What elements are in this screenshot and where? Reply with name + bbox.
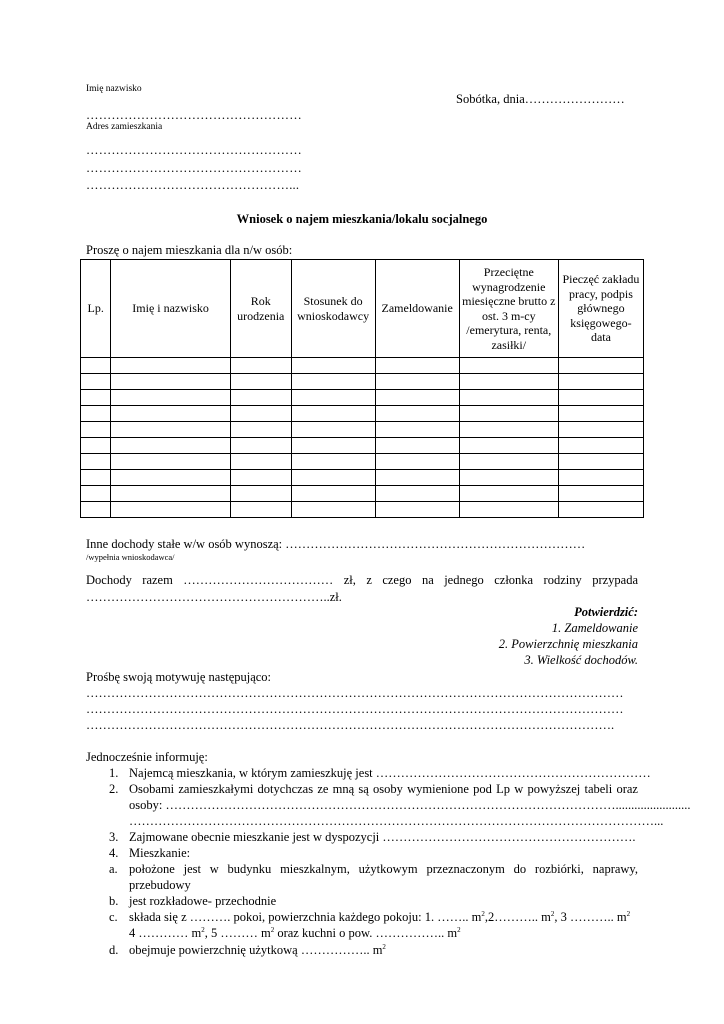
confirm-item: 3. Wielkość dochodów. <box>524 653 638 667</box>
motivation-line: ………………………………………………………………………………………………………………. <box>86 718 615 732</box>
table-cell[interactable] <box>375 406 459 422</box>
list-letter: b. <box>109 894 119 908</box>
table-cell[interactable] <box>375 502 459 518</box>
col-header: Przeciętne wynagrodzenie miesięczne brutto z ost. 3 m-cy /emerytura, renta, zasiłki/ <box>459 260 558 358</box>
info-item-d: obejmuje powierzchnię użytkową …………….. $m^2$ <box>129 942 386 957</box>
table-cell[interactable] <box>111 502 230 518</box>
confirm-item: 1. Zameldowanie <box>551 621 638 635</box>
table-cell[interactable] <box>111 438 230 454</box>
table-row <box>81 502 644 518</box>
table-cell[interactable] <box>459 406 558 422</box>
table-row <box>81 422 644 438</box>
table-cell[interactable] <box>291 454 375 470</box>
table-cell[interactable] <box>111 486 230 502</box>
table-cell[interactable] <box>558 406 643 422</box>
table-cell[interactable] <box>81 470 111 486</box>
confirm-heading: Potwierdzić: <box>574 605 638 619</box>
table-cell[interactable] <box>459 374 558 390</box>
table-cell[interactable] <box>230 406 291 422</box>
table-cell[interactable] <box>375 422 459 438</box>
table-cell[interactable] <box>558 438 643 454</box>
table-cell[interactable] <box>558 486 643 502</box>
document-title: Wniosek o najem mieszkania/lokalu socjalnego <box>236 212 488 226</box>
table-cell[interactable] <box>81 502 111 518</box>
table-cell[interactable] <box>81 438 111 454</box>
table-cell[interactable] <box>291 438 375 454</box>
info-item-b: jest rozkładowe- przechodnie <box>129 894 277 908</box>
table-cell[interactable] <box>558 454 643 470</box>
info-item-2-line-1: Osobami zamieszkałymi dotychczas ze mną są osoby wymienione pod Lp w powyższej tabeli oraz <box>129 782 638 796</box>
table-cell[interactable] <box>375 454 459 470</box>
table-cell[interactable] <box>230 486 291 502</box>
table-cell[interactable] <box>459 390 558 406</box>
info-item-2-line-2: osoby: ………………………………………………………………………………………………........................ <box>129 798 691 812</box>
list-letter: a. <box>109 862 118 876</box>
table-cell[interactable] <box>291 470 375 486</box>
info-item-3: Zajmowane obecnie mieszkanie jest w dyspozycji ……………………………………………………. <box>129 830 636 844</box>
name-label: Imię nazwisko <box>86 84 142 94</box>
table-cell[interactable] <box>558 374 643 390</box>
table-row <box>81 390 644 406</box>
table-cell[interactable] <box>459 486 558 502</box>
name-dots: …………………………………………… <box>86 108 302 122</box>
info-heading: Jednocześnie informuję: <box>86 750 208 764</box>
address-dots-1: …………………………………………… <box>86 143 302 157</box>
list-number: 2. <box>109 782 119 796</box>
info-item-c-line-2: 4 ………… $m^2$, 5 ……… $m^2$ oraz kuchni o pow. …………….. $m^2$ <box>129 925 461 940</box>
table-cell[interactable] <box>111 358 230 374</box>
motivation-label: Prośbę swoją motywuję następująco: <box>86 670 272 684</box>
table-cell[interactable] <box>81 486 111 502</box>
table-cell[interactable] <box>558 470 643 486</box>
table-cell[interactable] <box>459 422 558 438</box>
list-number: 4. <box>109 846 119 860</box>
list-letter: d. <box>109 943 119 957</box>
table-cell[interactable] <box>291 502 375 518</box>
table-cell[interactable] <box>291 406 375 422</box>
table-cell[interactable] <box>111 454 230 470</box>
info-item-a-line-1: położone jest w budynku mieszkalnym, użytkowym przeznaczonym do rozbiórki, naprawy, <box>129 862 638 876</box>
table-cell[interactable] <box>230 502 291 518</box>
info-item-2-line-3: ………………………………………………………………………………………………………………... <box>129 814 664 828</box>
table-cell[interactable] <box>291 390 375 406</box>
table-cell[interactable] <box>558 390 643 406</box>
total-income-line-2: …………………………………………………..zł. <box>86 590 342 604</box>
col-header: Imię i nazwisko <box>111 260 230 358</box>
col-header: Pieczęć zakładu pracy, podpis głównego księgowego- data <box>558 260 643 358</box>
persons-table <box>80 259 644 518</box>
intro-text: Proszę o najem mieszkania dla n/w osób: <box>86 243 293 257</box>
table-cell[interactable] <box>81 422 111 438</box>
table-cell[interactable] <box>375 470 459 486</box>
table-row <box>81 470 644 486</box>
table-cell[interactable] <box>111 470 230 486</box>
table-cell[interactable] <box>230 422 291 438</box>
table-row <box>81 406 644 422</box>
col-header: Stosunek do wnioskodawcy <box>291 260 375 358</box>
table-cell[interactable] <box>375 374 459 390</box>
list-number: 1. <box>109 766 119 780</box>
table-row <box>81 454 644 470</box>
table-cell[interactable] <box>230 470 291 486</box>
address-dots-2: …………………………………………… <box>86 161 302 175</box>
table-cell[interactable] <box>111 374 230 390</box>
table-cell[interactable] <box>230 438 291 454</box>
table-cell[interactable] <box>459 358 558 374</box>
table-cell[interactable] <box>230 374 291 390</box>
list-number: 3. <box>109 830 119 844</box>
table-cell[interactable] <box>291 374 375 390</box>
table-cell[interactable] <box>81 406 111 422</box>
col-header: Lp. <box>81 260 111 358</box>
table-cell[interactable] <box>375 358 459 374</box>
table-cell[interactable] <box>291 422 375 438</box>
table-cell[interactable] <box>81 374 111 390</box>
col-header: Zameldowanie <box>375 260 459 358</box>
table-cell[interactable] <box>459 502 558 518</box>
table-cell[interactable] <box>291 358 375 374</box>
table-cell[interactable] <box>111 390 230 406</box>
total-income-line-1: Dochody razem ……………………………… zł, z czego na jednego członka rodziny przypada <box>86 573 638 587</box>
confirm-item: 2. Powierzchnię mieszkania <box>498 637 638 651</box>
table-cell[interactable] <box>459 454 558 470</box>
info-item-c-line-1: składa się z ………. pokoi, powierzchnia każdego pokoju: 1. …….. $m^2,2\dots\dots\dots$.. $m^2$, 3 ……….. $m^2$ <box>129 909 631 924</box>
list-letter: c. <box>109 910 118 924</box>
table-cell[interactable] <box>558 422 643 438</box>
table-cell[interactable] <box>230 454 291 470</box>
table-cell[interactable] <box>291 486 375 502</box>
table-cell[interactable] <box>375 486 459 502</box>
info-item-4: Mieszkanie: <box>129 846 191 860</box>
table-cell[interactable] <box>558 358 643 374</box>
other-income-note: /wypełnia wnioskodawca/ <box>86 552 175 562</box>
place-date: Sobótka, dnia…………………… <box>456 92 625 106</box>
table-row <box>81 438 644 454</box>
table-cell[interactable] <box>375 390 459 406</box>
table-header-row <box>81 260 644 358</box>
table-row <box>81 358 644 374</box>
table-cell[interactable] <box>375 438 459 454</box>
table-cell[interactable] <box>111 406 230 422</box>
table-cell[interactable] <box>230 358 291 374</box>
table-cell[interactable] <box>81 358 111 374</box>
table-row <box>81 486 644 502</box>
table-cell[interactable] <box>111 422 230 438</box>
table-cell[interactable] <box>230 390 291 406</box>
motivation-line: ………………………………………………………………………………………………………………… <box>86 686 624 700</box>
col-header: Rok urodzenia <box>230 260 291 358</box>
other-income: Inne dochody stałe w/w osób wynoszą: ……………………………………………………………… <box>86 537 586 551</box>
motivation-line: ………………………………………………………………………………………………………………… <box>86 702 624 716</box>
table-cell[interactable] <box>459 438 558 454</box>
address-dots-3: …………………………………………... <box>86 178 300 192</box>
table-cell[interactable] <box>81 454 111 470</box>
info-item-1: Najemcą mieszkania, w którym zamieszkuję jest ………………………………………………………… <box>129 766 651 780</box>
table-cell[interactable] <box>459 470 558 486</box>
address-label: Adres zamieszkania <box>86 122 163 132</box>
table-row <box>81 374 644 390</box>
info-item-a-line-2: przebudowy <box>129 878 191 892</box>
table-cell[interactable] <box>558 502 643 518</box>
table-cell[interactable] <box>81 390 111 406</box>
